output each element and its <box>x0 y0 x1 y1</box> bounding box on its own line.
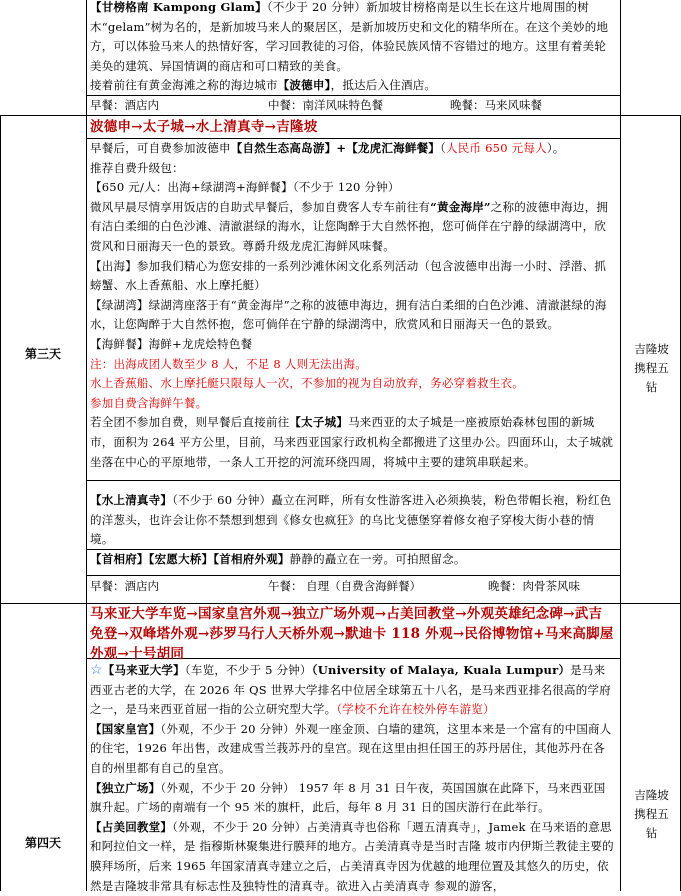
merdeka-square-text: （外观，不少于 20 分钟） 1957 年 8 月 31 日午夜，英国国旗在此降下，马来西亚国旗升起。广场的南端有一个 95 米的旗杆，此后，每年 8 月 31 日的国庆游行在此举行。 <box>90 780 606 815</box>
hotel-cell <box>622 340 681 397</box>
hotel-line: 吉隆坡 <box>634 788 669 802</box>
hotel-line: 携程五 <box>634 361 669 375</box>
university-label: 【马来亚大学】 <box>102 663 185 677</box>
university-english-name: （University of Malaya, Kuala Lumpur） <box>311 663 571 677</box>
package-title: 【650 元/人：出海+绿湖湾+海鲜餐】（不少于 120 分钟） <box>90 180 400 195</box>
university-note: （学校不允许在校外停车游览） <box>336 702 495 717</box>
pm-office-block <box>90 550 616 570</box>
hotel-cell <box>622 786 681 843</box>
day-route: 波德申→太子城→水上清真寺→吉隆坡 <box>90 119 318 135</box>
putrajaya-label: 【太子城】 <box>289 415 349 430</box>
university-drive-by: （车览，不少于 5 分钟） <box>184 663 312 677</box>
note-seafood-lunch: 参加自费含海鲜午餐。 <box>90 395 208 410</box>
recommend-text: 推荐自费升级包： <box>90 160 184 175</box>
meals-row <box>90 577 616 596</box>
putrajaya-text: 马来西亚的太子城是一座被原始森林包围的新城市，面积为 264 平方公里，目前，马来西亚国家行政机构全都搬进了这里办公。四面环山，太子城就坐落在中心的平原地带，一条人工开挖的河流环绕四周，将城中主要的建筑串联起来。 <box>90 415 614 469</box>
star-icon: ☆ <box>90 662 103 678</box>
national-palace-text: （外观，不少于 20 分钟）外观一座金顶、白墙的建筑，这里本来是一个富有的中国商人的住宅，1926 年出售，改建成雪兰莪苏丹的皇宫。现在这里由担任国王的苏丹居住，其他苏丹在各自的州里都有自己的皇宫。 <box>90 721 612 775</box>
day-label: 第三天 <box>24 347 61 361</box>
package-text-tail: 之称的波德申海边，拥有洁白柔细的白色沙滩、清澈湛绿的海水，让您陶醉于大自然怀抱，您可倘佯在宁静的绿湖湾中，欣赏风和日丽海天一色的景致。尊爵升级龙虎汇海鲜风味餐。 <box>90 199 609 253</box>
merdeka-square-label: 【独立广场】 <box>90 780 161 795</box>
kampong-next-tail: ，抵达后入住酒店。 <box>330 78 437 93</box>
column-divider-left <box>86 0 87 891</box>
golden-coast-label: “黄金海岸” <box>430 199 491 214</box>
kampong-glam-title: 【甘榜格南 Kampong Glam】 <box>90 0 267 14</box>
hotel-line: 钻 <box>645 826 658 840</box>
breakfast-label: 早餐：酒店内 <box>90 579 159 593</box>
breakfast-label: 早餐：酒店内 <box>90 98 159 112</box>
hotel-line: 吉隆坡 <box>634 342 669 356</box>
kampong-next-text: 接着前往有黄金海滩之称的海边城市 <box>90 78 278 93</box>
day3-content: 早餐后，可自费参加波德申【自然生态高岛游】+【龙虎汇海鲜餐】（人民币 650 元每人）。 推荐自费升级包： 【650 元/人：出海+绿湖湾+海鲜餐】（不少于 120 分钟） 微风早晨尽情享用饭店的自助式早餐后，参加自费客人专车前往有“黄金海岸”之称的波德申海边，拥有洁白柔细的白色沙滩、清澈湛绿的海水，让您陶醉于大自然怀抱，您可倘佯在宁静的绿湖湾中，欣赏风和日丽海天一色的景致。尊爵升级龙虎汇海鲜风味餐。 【出海】参加我们精心为您安排的一系列沙滩休闲文化系列活动（包含波德申出海一小时、浮潜、抓螃蟹、水上香蕉船、水上摩托艇） 【绿湖湾】绿湖湾座落于有“黄金海岸”之称的波德申海边，拥有洁白柔细的白色沙滩、清澈湛绿的海水，让您陶醉于大自然怀抱，您可倘佯在宁静的绿湖湾中，欣赏风和日丽海天一色的景致。 【海鲜餐】海鲜+龙虎烩特色餐 注：出海成团人数至少 8 人，不足 8 人则无法出海。 水上香蕉船、水上摩托艇只限每人一次，不参加的视为自动放弃，务必穿着救生衣。 参加自费含海鲜午餐。 若全团不参加自费，则早餐后直接前往【太子城】马来西亚的太子城是一座被原始森林包围的新城市，面积为 264 平方公里，目前，马来西亚国家行政机构全都搬进了这里办公。四面环山，太子城就坐落在中心的平原地带，一条人工开挖的河流环绕四周，将城中主要的建筑串联起来。 <box>90 139 616 472</box>
dinner-label: 晚餐：马来风味餐 <box>450 98 542 112</box>
port-dickson-label: 【波德申】 <box>277 78 331 93</box>
meals-row <box>90 96 616 115</box>
pm-office-text: 静静的矗立在一旁。可拍照留念。 <box>289 552 466 566</box>
dinner-label: 晚餐：肉骨茶风味 <box>488 579 580 593</box>
column-divider-right <box>620 0 621 891</box>
row-divider <box>86 480 620 481</box>
lunch-label: 午餐： 自理（自费含海鲜餐） <box>268 579 422 593</box>
university-text: 是马来西亚古老的大学，在 2026 年 QS 世界大学排名中位居全球第五十八名，是马来西亚排名很高的学府之一，是马来西亚首屈一指的公立研究型大学。 <box>90 663 611 717</box>
day-route: 马来亚大学车览→国家皇宫外观→独立广场外观→占美回教堂→外观英雄纪念碑→武吉免登→双峰塔外观→莎罗马行人天桥外观→默迪卡 118 外观→民俗博物馆+马来高脚屋外观→十号胡同 <box>90 606 614 662</box>
package-text: 微风早晨尽情享用饭店的自助式早餐后，参加自费客人专车前往有 <box>90 199 431 214</box>
national-palace-label: 【国家皇宫】 <box>90 721 161 736</box>
day-divider <box>0 115 681 116</box>
green-lake-text: 【绿湖湾】绿湖湾座落于有“黄金海岸”之称的波德申海边，拥有洁白柔细的白色沙滩、清澈湛绿的海水，让您陶醉于大自然怀抱，您可倘佯在宁静的绿湖湾中，欣赏风和日丽海天一色的景致。 <box>90 297 607 332</box>
day4-content <box>90 661 616 896</box>
intro-text: 早餐后，可自费参加波德申 <box>90 141 231 155</box>
note-banana-boat: 水上香蕉船、水上摩托艇只限每人一次，不参加的视为自动放弃，务必穿着救生衣。 <box>90 376 525 391</box>
putrajaya-intro: 若全团不参加自费，则早餐后直接前往 <box>90 415 290 430</box>
intro-tail: ）。 <box>546 141 565 155</box>
seafood-meal-text: 【海鲜餐】海鲜+龙虎烩特色餐 <box>90 336 253 351</box>
pm-office-label: 【首相府】【宏愿大桥】【首相府外观】 <box>90 552 290 566</box>
floating-mosque-label: 【水上清真寺】 <box>90 493 173 507</box>
day-label: 第四天 <box>24 836 61 850</box>
hotel-line: 钻 <box>645 380 658 394</box>
jamek-mosque-label: 【占美回教堂】 <box>90 819 173 834</box>
row-divider <box>86 575 620 576</box>
optional-tour-price: 人民币 650 元每人 <box>446 141 547 155</box>
note-min-people: 注：出海成团人数至少 8 人，不足 8 人则无法出海。 <box>90 356 367 371</box>
kampong-glam-text: （不少于 20 分钟）新加坡甘榜格南是以生长在这片地周围的树木“gelam”树为名的，是新加坡马来人的聚居区，是新加坡历史和文化的精华所在。在这个美妙的地方，可以体验马来人的热情好客，学习回教徒的习俗，体验民族风情不容错过的地方。这里有着美轮美奂的建筑、异国情调的商店和可口精致的美食。 <box>90 0 609 73</box>
sea-trip-text: 【出海】参加我们精心为您安排的一系列沙滩休闲文化系列活动（包含波德申出海一小时、浮潜、抓螃蟹、水上香蕉船、水上摩托艇） <box>90 258 607 293</box>
lunch-label: 中餐：南洋风味特色餐 <box>268 98 383 112</box>
floating-mosque-text: （不少于 60 分钟）矗立在河畔，所有女性游客进入必须换装，粉色带帽长袍，粉红色的洋葱头，也许会让你不禁想到想到《修女也疯狂》的乌比戈德堡穿着修女袍子穿梭大街小巷的情境。 <box>90 493 612 547</box>
optional-tour-name: 【自然生态高岛游】+【龙虎汇海鲜餐】 <box>230 141 441 155</box>
table-border-left <box>0 115 1 891</box>
hotel-line: 携程五 <box>634 807 669 821</box>
mosque-block <box>90 491 616 550</box>
jamek-mosque-text: （外观，不少于 20 分钟）占美清真寺也俗称「週五清真寺」，Jamek 在马来语的意思和阿拉伯文一样，是 指穆斯林聚集进行膜拜的地方。占美清真寺是当时吉隆 坡市内伊斯兰教徒主要的膜拜场所，后来 1965 年国家清真寺建立之后，占美清真寺因为优越的地理位置及其悠久的历史，依然是吉隆坡非常具有标志性及独特性的清真寺。欲进入占美清真寺 参观的游客， <box>90 819 614 893</box>
kampong-glam-block <box>90 0 616 96</box>
